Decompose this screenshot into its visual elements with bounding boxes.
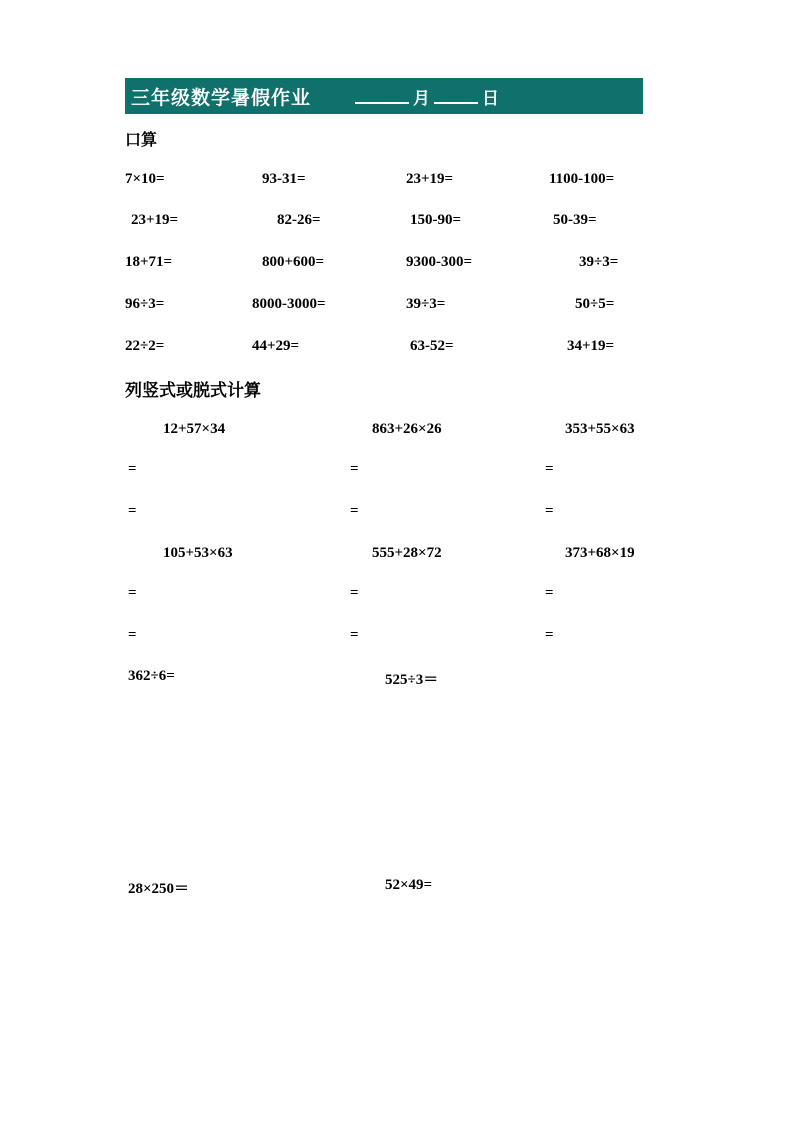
equals-mark: = — [545, 461, 554, 477]
vertical-problem: 105+53×63 — [163, 545, 233, 561]
page-title: 三年级数学暑假作业 — [131, 86, 312, 109]
equals-mark: = — [350, 461, 359, 477]
oral-problem: 18+71= — [125, 254, 173, 270]
oral-row — [125, 254, 670, 276]
date-fields — [353, 84, 501, 109]
oral-problem: 150-90= — [410, 212, 462, 228]
oral-problem: 23+19= — [131, 212, 179, 228]
month-blank[interactable] — [355, 88, 409, 104]
oral-problem: 9300-300= — [406, 254, 473, 270]
oral-problem: 82-26= — [277, 212, 321, 228]
equals-mark: = — [128, 503, 137, 519]
oral-problem: 1100-100= — [549, 171, 615, 187]
vertical-problem: 373+68×19 — [565, 545, 635, 561]
division-problem: 52×49= — [385, 877, 433, 893]
title-bar — [125, 78, 643, 114]
vertical-problem: 353+55×63 — [565, 421, 635, 437]
day-blank[interactable] — [434, 88, 478, 104]
oral-problem: 7×10= — [125, 171, 165, 187]
division-problem: 362÷6= — [128, 668, 175, 684]
oral-problem: 93-31= — [262, 171, 306, 187]
vertical-problem: 12+57×34 — [163, 421, 226, 437]
equals-mark: = — [545, 585, 554, 601]
equals-mark: = — [128, 461, 137, 477]
day-label: 日 — [482, 88, 500, 109]
equals-mark: = — [350, 627, 359, 643]
section-heading-vertical: 列竖式或脱式计算 — [125, 381, 261, 401]
oral-problem: 50÷5= — [575, 296, 615, 312]
oral-problem: 39÷3= — [579, 254, 619, 270]
oral-problem: 23+19= — [406, 171, 454, 187]
equals-mark: = — [128, 585, 137, 601]
division-problem: 525÷3＝ — [385, 672, 439, 688]
oral-problem: 34+19= — [567, 338, 615, 354]
oral-problem: 50-39= — [553, 212, 597, 228]
section-heading-oral: 口算 — [125, 130, 158, 149]
oral-problem: 44+29= — [252, 338, 300, 354]
equals-mark: = — [545, 627, 554, 643]
equals-mark: = — [350, 503, 359, 519]
oral-row — [125, 296, 670, 318]
equals-mark: = — [128, 627, 137, 643]
oral-row — [125, 212, 670, 234]
oral-problem: 22÷2= — [125, 338, 165, 354]
vertical-problem: 555+28×72 — [372, 545, 442, 561]
month-label: 月 — [413, 88, 431, 109]
oral-problem: 800+600= — [262, 254, 325, 270]
oral-row — [125, 171, 670, 193]
vertical-problem: 863+26×26 — [372, 421, 442, 437]
equals-mark: = — [350, 585, 359, 601]
oral-row — [125, 338, 670, 360]
oral-problem: 8000-3000= — [252, 296, 326, 312]
oral-problem: 39÷3= — [406, 296, 446, 312]
division-problem: 28×250＝ — [128, 881, 190, 897]
equals-mark: = — [545, 503, 554, 519]
oral-problem: 63-52= — [410, 338, 454, 354]
oral-problem: 96÷3= — [125, 296, 165, 312]
